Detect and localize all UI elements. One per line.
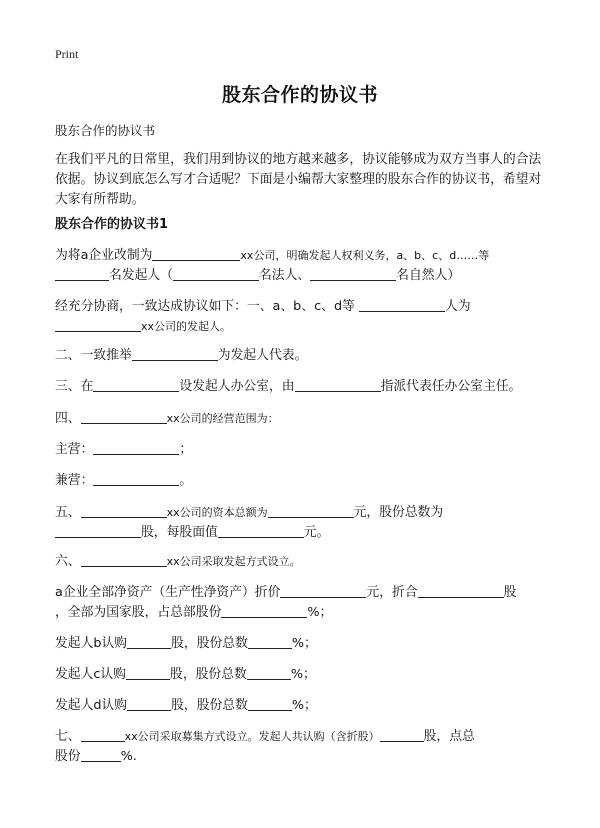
- text: 股，股份总数: [171, 636, 248, 651]
- text: 名自然人）: [396, 268, 461, 283]
- text: xx公司的资本总额为: [166, 506, 268, 519]
- clause-intro-line2: [55, 266, 555, 286]
- document-subtitle: 股东合作的协议书: [55, 123, 156, 138]
- text: 发起人c认购: [55, 667, 127, 682]
- blank-field: [127, 696, 171, 711]
- blank-field: [126, 665, 170, 680]
- text: %；: [290, 667, 316, 682]
- document-title: 股东合作的协议书: [221, 84, 378, 106]
- blank-field: [359, 297, 445, 312]
- clause-net-assets-line2: [55, 603, 555, 623]
- blank-field: [280, 583, 366, 598]
- text: xx公司的经营范围为：: [166, 412, 279, 425]
- text: 。: [179, 473, 193, 488]
- blank-field: [310, 266, 396, 281]
- text: 元，折合: [366, 585, 418, 600]
- blank-field: [218, 523, 304, 538]
- text: 股份: [55, 749, 81, 764]
- text: 元。: [303, 525, 330, 540]
- blank-field: [248, 696, 292, 711]
- blank-field: [55, 266, 109, 281]
- intro-paragraph: 在我们平凡的日常里，我们用到协议的地方越来越多，协议能够成为双方当事人的合法依据。协议到底怎么写才合适呢？下面是小编帮大家整理的股东合作的协议书，希望对大家有所帮助。: [55, 152, 542, 207]
- text: %；: [291, 698, 317, 713]
- blank-field: [152, 246, 240, 261]
- blank-field: [81, 503, 167, 518]
- text: 三、在: [55, 379, 94, 394]
- text: 人为: [444, 299, 471, 314]
- blank-field: [93, 440, 179, 455]
- text: 主营：: [55, 442, 94, 457]
- clause-business-scope: [55, 409, 555, 429]
- blank-field: [127, 634, 171, 649]
- clause-capital-line2: [55, 523, 555, 543]
- blank-field: [380, 727, 424, 742]
- text: 名法人、: [258, 268, 311, 283]
- clause-public-offering-line2: [55, 747, 555, 767]
- blank-field: [248, 634, 292, 649]
- text: 七、: [55, 729, 81, 744]
- blank-field: [55, 523, 141, 538]
- blank-field: [132, 346, 218, 361]
- blank-field: [418, 583, 504, 598]
- blank-field: [93, 471, 179, 486]
- text: 发起人b认购: [55, 636, 128, 651]
- blank-field: [81, 747, 121, 762]
- text: ；: [179, 442, 193, 457]
- clause-main-business: [55, 440, 555, 460]
- clause-subscriber-b: [55, 634, 555, 654]
- text: 四、: [55, 411, 81, 426]
- text: 名发起人（: [109, 268, 173, 283]
- blank-field: [81, 727, 125, 742]
- clause-capital-line1: [55, 503, 555, 523]
- clause-representative: [55, 346, 555, 366]
- text: xx公司的发起人。: [141, 320, 232, 333]
- text: 为发起人代表。: [217, 348, 308, 363]
- blank-field: [295, 377, 381, 392]
- text: 发起人d认购: [55, 698, 128, 713]
- text: 二、一致推举: [55, 348, 132, 363]
- clause-side-business: [55, 471, 555, 491]
- text: 指派代表任办公室主任。: [380, 379, 522, 394]
- blank-field: [81, 409, 167, 424]
- clause-founders-line2: [55, 317, 555, 337]
- section-heading: 股东合作的协议书1: [55, 217, 169, 232]
- clause-public-offering-line1: [55, 727, 555, 747]
- blank-field: [81, 552, 167, 567]
- blank-field: [268, 503, 354, 518]
- text: 为将a企业改制为: [55, 248, 153, 263]
- clause-net-assets-line1: [55, 583, 555, 603]
- text: 股，股份总数: [170, 667, 247, 682]
- blank-field: [247, 665, 291, 680]
- blank-field: [221, 603, 307, 618]
- blank-field: [93, 377, 179, 392]
- text: xx公司采取发起方式设立。: [166, 555, 301, 568]
- clause-office: [55, 377, 555, 397]
- text: xx公司，明确发起人权利义务，a、b、c、d……等: [240, 249, 490, 262]
- text: a企业全部净资产（生产性净资产）折价: [55, 585, 281, 600]
- clause-intro-line1: [55, 246, 555, 266]
- text: 股: [503, 585, 517, 600]
- text: 元，股份总数为: [353, 505, 444, 520]
- print-label[interactable]: Print: [55, 47, 79, 61]
- clause-subscriber-c: [55, 665, 555, 685]
- text: 经充分协商，一致达成协议如下：一、a、b、c、d等: [55, 299, 355, 314]
- blank-field: [173, 266, 259, 281]
- text: %.: [120, 749, 137, 764]
- text: 六、: [55, 554, 81, 569]
- text: %；: [291, 636, 317, 651]
- text: 设发起人办公室，由: [179, 379, 295, 394]
- text: %；: [307, 605, 333, 620]
- text: xx公司采取募集方式设立。发起人共认购（含折股）: [124, 730, 380, 743]
- text: 股，股份总数: [171, 698, 248, 713]
- text: 兼营：: [55, 473, 94, 488]
- blank-field: [55, 317, 141, 332]
- text: ，全部为国家股，占总部股份: [55, 605, 222, 620]
- text: 股，点总: [423, 729, 475, 744]
- clause-founders-line1: [55, 297, 555, 317]
- clause-promotion-method: [55, 552, 555, 572]
- text: 五、: [55, 505, 81, 520]
- clause-subscriber-d: [55, 696, 555, 716]
- text: 股，每股面值: [141, 525, 218, 540]
